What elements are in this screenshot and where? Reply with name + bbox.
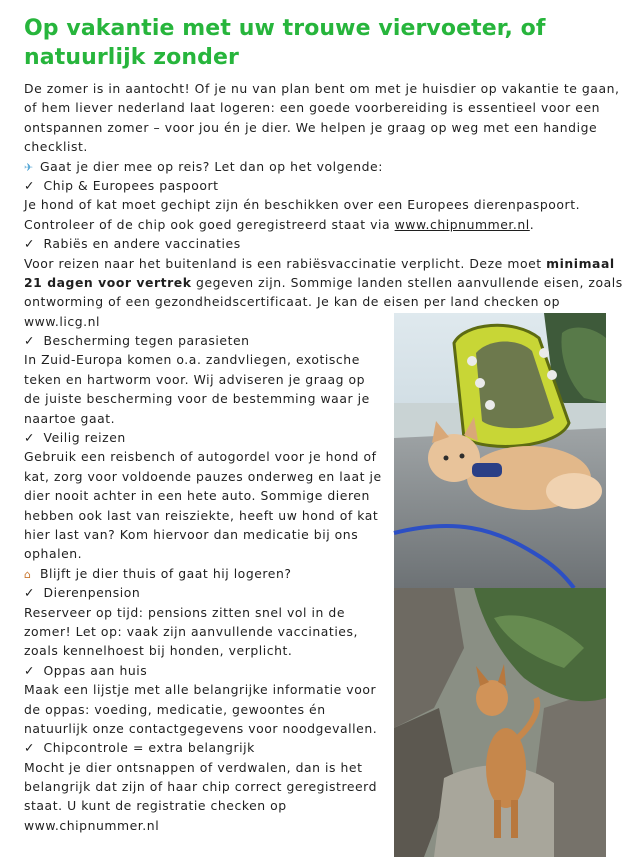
safe-travel-text: hier last van? Kom hiervoor dan medicatie bij ons bbox=[24, 526, 359, 542]
page-title: Op vakantie met uw trouwe viervoeter, of natuurlijk zonder bbox=[24, 16, 546, 70]
chipcheck-heading: ✓ Chipcontrole = extra belangrijk bbox=[24, 738, 623, 757]
pension-text: Reserveer op tijd: pensions zitten snel vol in de bbox=[24, 604, 345, 620]
safe-travel-text: dier nooit achter in een hete auto. Sommige dieren bbox=[24, 488, 370, 504]
check-icon: ✓ bbox=[24, 430, 35, 446]
rabies-text: ontworming of een gezondheidscertificaat. Je kan de eisen per land checken op bbox=[24, 294, 561, 310]
intro-line: checklist. bbox=[24, 139, 88, 155]
chipcheck-text: Mocht je dier ontsnappen of verdwalen, dan is het bbox=[24, 759, 363, 775]
safe-travel-text: ophalen. bbox=[24, 546, 83, 562]
chip-heading: ✓ Chip & Europees paspoort bbox=[24, 176, 623, 195]
parasites-text: In Zuid-Europa komen o.a. zandvliegen, exotische bbox=[24, 352, 360, 368]
travel-heading: ✈ Gaat je dier mee op reis? Let dan op het volgende: bbox=[24, 157, 623, 176]
intro-line: of hem liever nederland laat logeren: een goede voorbereiding is essentieel voor een bbox=[24, 100, 601, 116]
dog-photo bbox=[394, 588, 606, 857]
chip-text: Controleer of de chip ook goed geregistreerd staat via www.chipnummer.nl. bbox=[24, 216, 535, 232]
pension-text: zoals kennelhoest bij honden, verplicht. bbox=[24, 643, 293, 659]
safe-travel-text: Gebruik een reisbench of autogordel voor je hond of bbox=[24, 449, 377, 465]
sitter-heading: ✓ Oppas aan huis bbox=[24, 661, 623, 680]
safe-travel-text: kat, zorg voor voldoende pauzes onderweg en laat je bbox=[24, 468, 382, 484]
check-icon: ✓ bbox=[24, 740, 35, 756]
house-icon: ⌂ bbox=[24, 567, 32, 581]
airplane-icon: ✈ bbox=[24, 160, 34, 174]
sitter-text: natuurlijk onze contactgegevens voor noodgevallen. bbox=[24, 720, 378, 736]
parasites-text: de juiste bescherming voor de bestemming waar je bbox=[24, 391, 370, 407]
safe-travel-text: hebben ook last van reisziekte, heeft uw hond of kat bbox=[24, 507, 379, 523]
sitter-text: de oppas: voeding, medicatie, gewoontes én bbox=[24, 701, 326, 717]
home-heading: ⌂ Blijft je dier thuis of gaat hij logeren? bbox=[24, 564, 623, 583]
chipcheck-text: belangrijk dat zijn of haar chip correct geregistreerd bbox=[24, 779, 378, 795]
intro-line: ontspannen zomer – voor jou én je dier. We helpen je graag op weg met een handige bbox=[24, 119, 598, 135]
check-icon: ✓ bbox=[24, 333, 35, 349]
rabies-heading: ✓ Rabiës en andere vaccinaties bbox=[24, 234, 623, 253]
parasites-text: teken en hartworm voor. Wij adviseren je graag op bbox=[24, 371, 366, 387]
safe-travel-heading: ✓ Veilig reizen bbox=[24, 428, 623, 447]
check-icon: ✓ bbox=[24, 662, 35, 678]
licg-link[interactable]: www.licg.nl bbox=[24, 313, 101, 329]
parasites-text: naartoe gaat. bbox=[24, 410, 116, 426]
chipcheck-text: staat. U kunt de registratie checken op bbox=[24, 798, 287, 814]
sitter-text: Maak een lijstje met alle belangrijke informatie voor bbox=[24, 682, 377, 698]
chipnummer-link-bottom[interactable]: www.chipnummer.nl bbox=[24, 817, 160, 833]
rabies-text: 21 dagen voor vertrek gegeven zijn. Sommige landen stellen aanvullende eisen, zoals bbox=[24, 274, 623, 290]
check-icon: ✓ bbox=[24, 585, 35, 601]
chip-text: Je hond of kat moet gechipt zijn én beschikken over een Europees dierenpaspoort. bbox=[24, 197, 581, 213]
chipnummer-link[interactable]: www.chipnummer.nl bbox=[394, 216, 530, 232]
intro-line: De zomer is in aantocht! Of je nu van plan bent om met je huisdier op vakantie te gaan, bbox=[24, 81, 620, 96]
parasites-heading: ✓ Bescherming tegen parasieten bbox=[24, 331, 623, 350]
check-icon: ✓ bbox=[24, 236, 35, 252]
pension-heading: ✓ Dierenpension bbox=[24, 583, 623, 602]
rabies-text: Voor reizen naar het buitenland is een rabiësvaccinatie verplicht. Deze moet minimaal bbox=[24, 255, 615, 271]
check-icon: ✓ bbox=[24, 177, 35, 193]
pension-text: zomer! Let op: vaak zijn aanvullende vaccinaties, bbox=[24, 623, 358, 639]
cat-photo bbox=[394, 313, 606, 588]
